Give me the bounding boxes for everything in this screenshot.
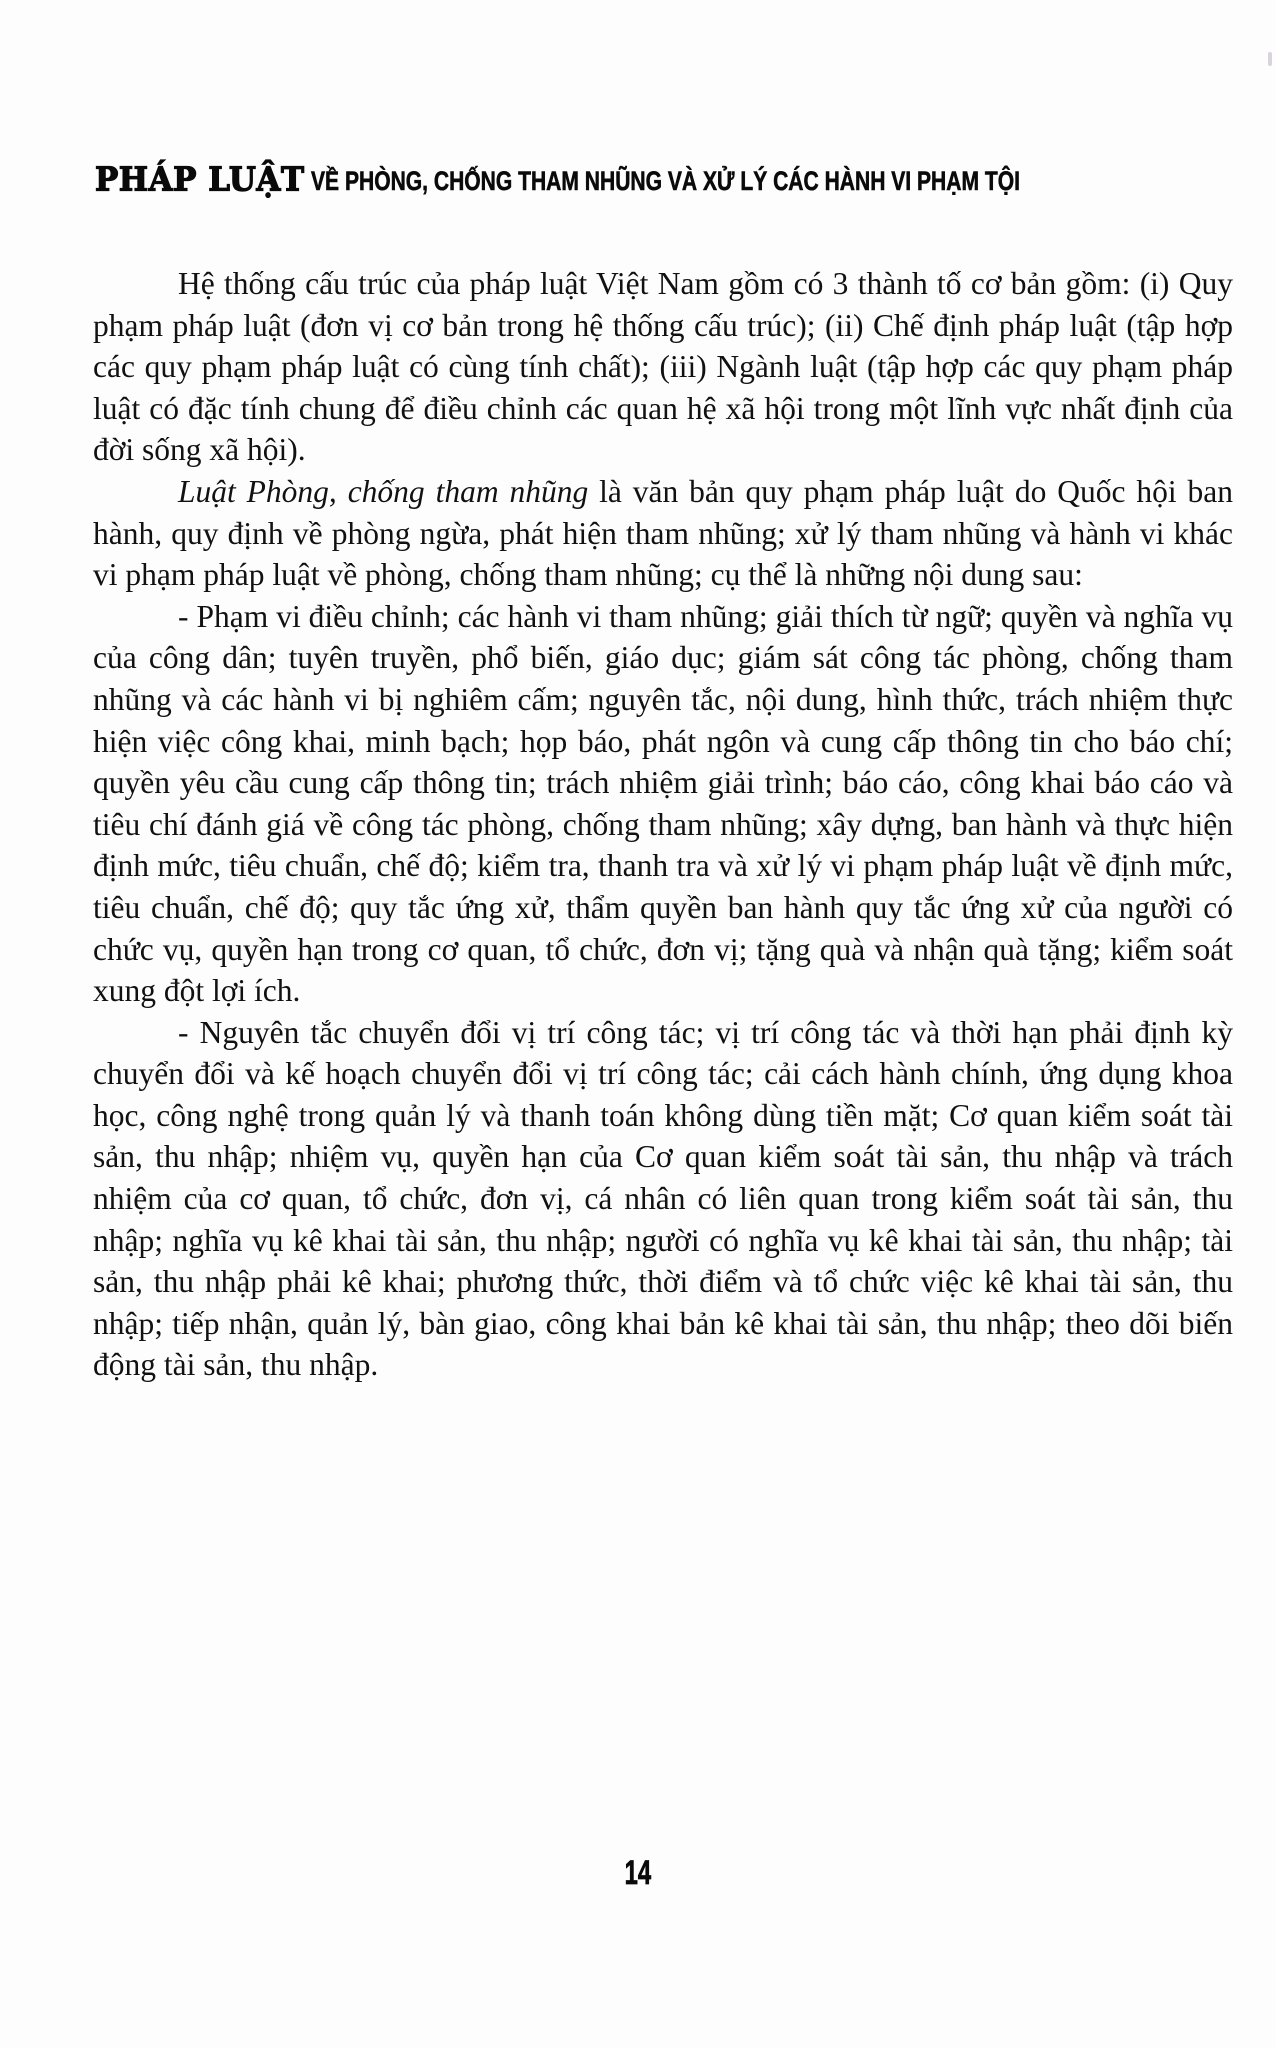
scan-edge-mark <box>1268 52 1272 66</box>
page-number-text: 14 <box>624 1854 652 1892</box>
paragraph-text: - Nguyên tắc chuyển đổi vị trí công tác; vị trí công tác và thời hạn phải định kỳ chuyển đổi và kế hoạch chuyển đổi vị trí công tác; cải cách hành chính, ứng dụng khoa học, công nghệ trong quản lý và thanh toán không dùng tiền mặt; Cơ quan kiểm soát tài sản, thu nhập; nhiệm vụ, quyền hạn của Cơ quan kiểm soát tài sản, thu nhập và trách nhiệm của cơ quan, tổ chức, đơn vị, cá nhân có liên quan trong kiểm soát tài sản, thu nhập; nghĩa vụ kê khai tài sản, thu nhập; người có nghĩa vụ kê khai tài sản, thu nhập; tài sản, thu nhập phải kê khai; phương thức, thời điểm và tổ chức việc kê khai tài sản, thu nhập; tiếp nhận, quản lý, bàn giao, công khai bản kê khai tài sản, thu nhập; theo dõi biến động tài sản, thu nhập. <box>93 1014 1233 1383</box>
running-header-bold: PHÁP LUẬT <box>95 161 305 199</box>
paragraph-text: - Phạm vi điều chỉnh; các hành vi tham nhũng; giải thích từ ngữ; quyền và nghĩa vụ của công dân; tuyên truyền, phổ biến, giáo dục; giám sát công tác phòng, chống tham nhũng và các hành vi bị nghiêm cấm; nguyên tắc, nội dung, hình thức, trách nhiệm thực hiện việc công khai, minh bạch; họp báo, phát ngôn và cung cấp thông tin cho báo chí; quyền yêu cầu cung cấp thông tin; trách nhiệm giải trình; báo cáo, công khai báo cáo và tiêu chí đánh giá về công tác phòng, chống tham nhũng; xây dựng, ban hành và thực hiện định mức, tiêu chuẩn, chế độ; kiểm tra, thanh tra và xử lý vi phạm pháp luật về định mức, tiêu chuẩn, chế độ; quy tắc ứng xử, thẩm quyền ban hành quy tắc ứng xử của người có chức vụ, quyền hạn trong cơ quan, tổ chức, đơn vị; tặng quà và nhận quà tặng; kiểm soát xung đột lợi ích. <box>93 598 1233 1009</box>
paragraph-law-definition <box>93 471 1233 596</box>
running-header <box>95 160 1245 200</box>
page-number <box>0 1854 1276 1893</box>
body-text <box>93 263 1233 1386</box>
paragraph-text: Hệ thống cấu trúc của pháp luật Việt Nam gồm có 3 thành tố cơ bản gồm: (i) Quy phạm pháp luật (đơn vị cơ bản trong hệ thống cấu trúc); (ii) Chế định pháp luật (tập hợp các quy phạm pháp luật có cùng tính chất); (iii) Ngành luật (tập hợp các quy phạm pháp luật có đặc tính chung để điều chỉnh các quan hệ xã hội trong một lĩnh vực nhất định của đời sống xã hội). <box>93 266 1233 468</box>
paragraph-italic-lead: Luật Phòng, chống tham nhũng <box>178 473 589 509</box>
paragraph-list-item-2 <box>93 1012 1233 1386</box>
running-header-rest: VỀ PHÒNG, CHỐNG THAM NHŨNG VÀ XỬ LÝ CÁC HÀNH VI PHẠM TỘI <box>310 166 1020 196</box>
paragraph-list-item-1 <box>93 596 1233 1012</box>
paragraph-text: là văn bản quy phạm pháp luật do Quốc hội ban hành, quy định về phòng ngừa, phát hiện tham nhũng; xử lý tham nhũng và hành vi khác vi phạm pháp luật về phòng, chống tham nhũng; cụ thể là những nội dung sau: <box>93 473 1234 593</box>
paragraph-structure <box>93 263 1233 471</box>
